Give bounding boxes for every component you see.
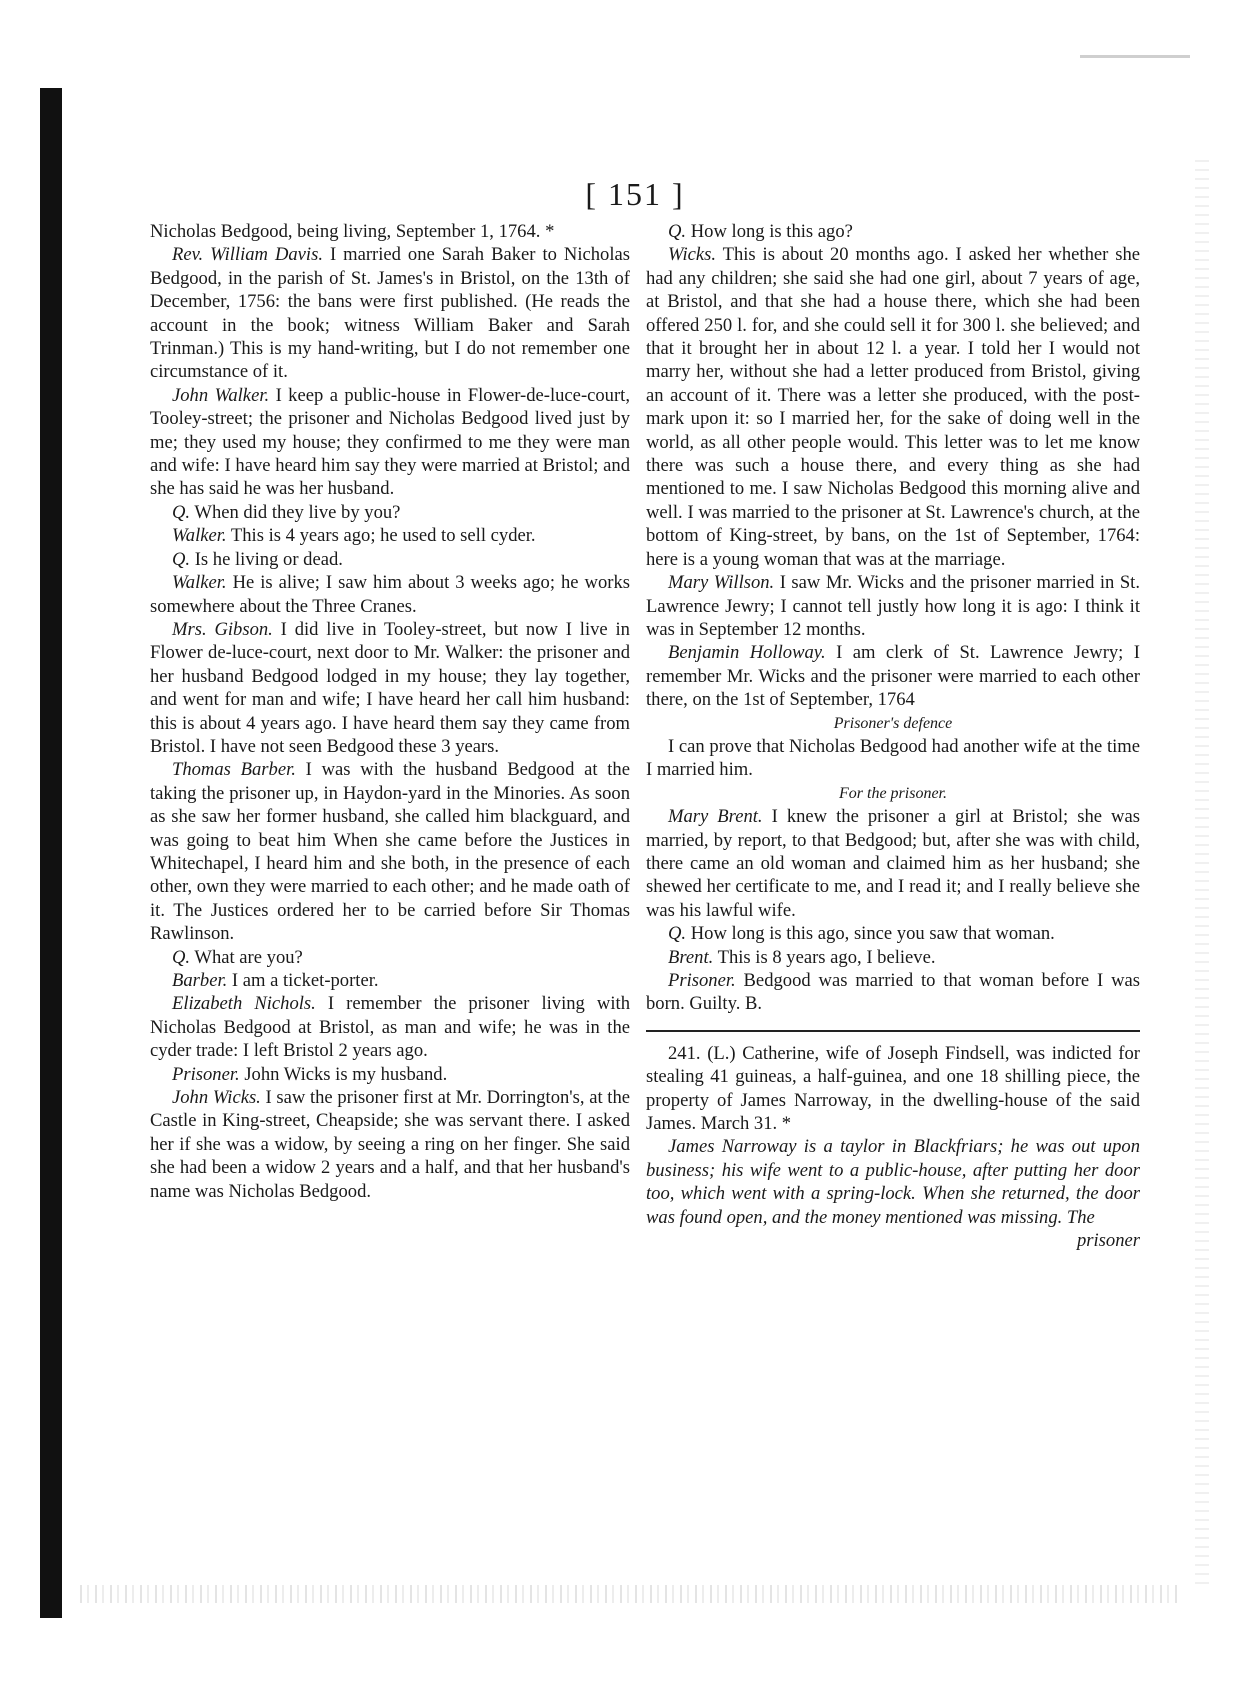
testimony-paragraph [150, 969, 630, 992]
speaker-name: Barber. [172, 970, 228, 991]
speaker-name: Mary Brent. [668, 806, 763, 828]
testimony-paragraph [646, 1135, 1140, 1229]
paragraph-text: I keep a public-house in Flower-de-luce-court, Tooley-street; the prisoner and Nicholas Bedgood lived just by me; they used my house; they confirmed to me they were man and wife: I have heard him say they were married at Bristol; and she has said he was her husband. [150, 384, 630, 500]
speaker-name: Wicks. [668, 244, 717, 266]
paragraph-text: I am a ticket-porter. [227, 970, 379, 991]
paragraph-text: This is 4 years ago; he used to sell cyder. [226, 525, 536, 547]
speaker-name: Q. [172, 548, 191, 570]
paragraph-text: I am clerk of St. Lawrence Jewry; I remember Mr. Wicks and the prisoner were married to each other there, on the 1st of September, 1764 [646, 642, 1140, 711]
speaker-name: John Wicks. [172, 1087, 261, 1109]
testimony-paragraph [150, 220, 630, 243]
catchword: prisoner [1076, 1230, 1140, 1252]
paragraph-text: I can prove that Nicholas Bedgood had another wife at the time I married him. [646, 735, 1140, 781]
testimony-paragraph [646, 220, 1140, 243]
paragraph-text: I married one Sarah Baker to Nicholas Bedgood, in the parish of St. James's in Bristol, on the 13th of December, 1756: the bans were first published. (He reads the account in the book; witness William Baker and Sarah Trinman.) This is my hand-writing, but I do not remember one circumstance of it. [150, 244, 630, 383]
section-heading: For the prisoner. [839, 784, 947, 802]
testimony-paragraph [150, 524, 630, 547]
speaker-name: Benjamin Holloway. [668, 642, 826, 664]
speaker-name: Prisoner. [172, 1063, 240, 1085]
testimony-paragraph [150, 1086, 630, 1203]
speaker-name: Mary Willson. [668, 572, 775, 594]
testimony-paragraph [646, 571, 1140, 641]
testimony-paragraph [150, 501, 630, 524]
testimony-paragraph [646, 805, 1140, 922]
paragraph-text: James Narroway is a taylor in Blackfriars; he was out upon business; his wife went to a public-house, after putting her door too, which went with a spring-lock. When she returned, the door was found open, and the money mentioned was missing. The [646, 1136, 1140, 1228]
speaker-name: Brent. [668, 946, 714, 968]
speaker-name: Q. [668, 221, 687, 242]
paragraph-text: This is about 20 months ago. I asked her whether she had any children; she said she had one girl, about 7 years of age, at Bristol, and that she had a house there, which she had been offered 250 l. for, and she could sell it for 300 l. she believed; and that it brought her in about 12 l. a year. I told her I would not marry her, without she had a letter produced from Bristol, giving an account of it. There was a letter she produced, with the post-mark upon it: so I married her, for the sake of doing well in the world, as all other people would. This letter was to let me know there was such a house there, and every thing as she had mentioned to me. I saw Nicholas Bedgood this morning alive and well. I was married to the prisoner at St. Lawrence's church, at the bottom of King-street, by bans, on the 1st of September, 1764: here is a young woman that was at the marriage. [646, 244, 1140, 570]
testimony-paragraph [150, 992, 630, 1062]
paragraph-text: John Wicks is my husband. [239, 1063, 448, 1085]
testimony-paragraph [646, 735, 1140, 782]
scan-artifact-bottom [80, 1585, 1180, 1603]
testimony-paragraph [646, 243, 1140, 571]
testimony-paragraph [150, 758, 630, 945]
testimony-paragraph [150, 243, 630, 383]
paragraph-text: This is 8 years ago, I believe. [713, 946, 936, 968]
testimony-paragraph [646, 922, 1140, 945]
testimony-paragraph [150, 1063, 630, 1086]
paragraph-text: How long is this ago? [686, 221, 853, 242]
paragraph-text: I knew the prisoner a girl at Bristol; she was married, by report, to that Bedgood; but, after she was with child, there came an old woman and claimed him as her husband; she shewed her certificate to me, and I read it; and I really believe she was his lawful wife. [646, 806, 1140, 921]
speaker-name: Q. [172, 501, 191, 523]
paragraph-text: Bedgood was married to that woman before I was born. Guilty. B. [646, 970, 1140, 1015]
speaker-name: Mrs. Gibson. [172, 618, 273, 640]
speaker-name: Thomas Barber. [172, 759, 296, 781]
paragraph-text: Is he living or dead. [190, 548, 343, 570]
paragraph-text: I was with the husband Bedgood at the taking the prisoner up, in Haydon-yard in the Minories. As soon as she saw her former husband, she called him blackguard, and was going to beat him When she came before the Justices in Whitechapel, I heard him and she both, in the presence of each other, own they were married to each other; and he made oath of it. The Justices ordered her to be carried before Sir Thomas Rawlinson. [150, 759, 630, 945]
left-column [150, 220, 630, 1203]
right-column [646, 220, 1140, 1252]
testimony-paragraph [150, 946, 630, 969]
speaker-name: Q. [668, 923, 687, 945]
speaker-name: John Walker. [172, 384, 270, 406]
paragraph-text: Nicholas Bedgood, being living, September 1, 1764. * [150, 221, 555, 242]
section-heading: Prisoner's defence [833, 714, 953, 732]
paragraph-text: I saw the prisoner first at Mr. Dorrington's, at the Castle in King-street, Cheapside; she was servant there. I asked her if she was a widow, by seeing a ring on her finger. She said she had been a widow 2 years and a half, and that her husband's name was Nicholas Bedgood. [150, 1087, 631, 1202]
scan-artifact-right [1195, 160, 1209, 1590]
paragraph-text: How long is this ago, since you saw that woman. [686, 923, 1055, 945]
speaker-name: Rev. William Davis. [172, 244, 323, 266]
speaker-name: Walker. [172, 525, 227, 547]
book-spine-shadow [40, 88, 62, 1618]
paragraph-text: He is alive; I saw him about 3 weeks ago; he works somewhere about the Three Cranes. [150, 572, 630, 617]
speaker-name: Prisoner. [668, 970, 736, 991]
testimony-paragraph [150, 384, 630, 501]
speaker-name: Elizabeth Nichols. [172, 993, 316, 1015]
section-divider [646, 1030, 1140, 1032]
paragraph-text: What are you? [190, 946, 303, 968]
paragraph-text: 241. (L.) Catherine, wife of Joseph Findsell, was indicted for stealing 41 guineas, a half-guinea, and one 18 shilling piece, the property of James Narroway, in the dwelling-house of the said James. March 31. * [646, 1042, 1140, 1135]
testimony-paragraph [150, 548, 630, 571]
paragraph-text: I did live in Tooley-street, but now I live in Flower de-luce-court, next door to Mr. Walker: the prisoner and her husband Bedgood lodged in my house; they lay together, and went for man and wife; I have heard her call him husband: this is about 4 years ago. I have heard them say they came from Bristol. I have not seen Bedgood these 3 years. [150, 618, 630, 757]
paragraph-text: I remember the prisoner living with Nicholas Bedgood at Bristol, as man and wife; he was in the cyder trade: I left Bristol 2 years ago. [150, 993, 630, 1062]
testimony-paragraph [646, 641, 1140, 711]
paragraph-text: When did they live by you? [190, 501, 401, 523]
scan-artifact-top [1080, 55, 1190, 58]
testimony-paragraph [646, 1042, 1140, 1136]
speaker-name: Q. [172, 946, 191, 968]
speaker-name: Walker. [172, 572, 227, 594]
testimony-paragraph [150, 618, 630, 758]
testimony-paragraph [150, 571, 630, 618]
testimony-paragraph [646, 946, 1140, 969]
testimony-paragraph [646, 969, 1140, 1016]
page-number: [ 151 ] [585, 176, 685, 212]
paragraph-text: I saw Mr. Wicks and the prisoner married in St. Lawrence Jewry; I cannot tell justly how long it is ago: I think it was in September 12 months. [646, 572, 1140, 640]
